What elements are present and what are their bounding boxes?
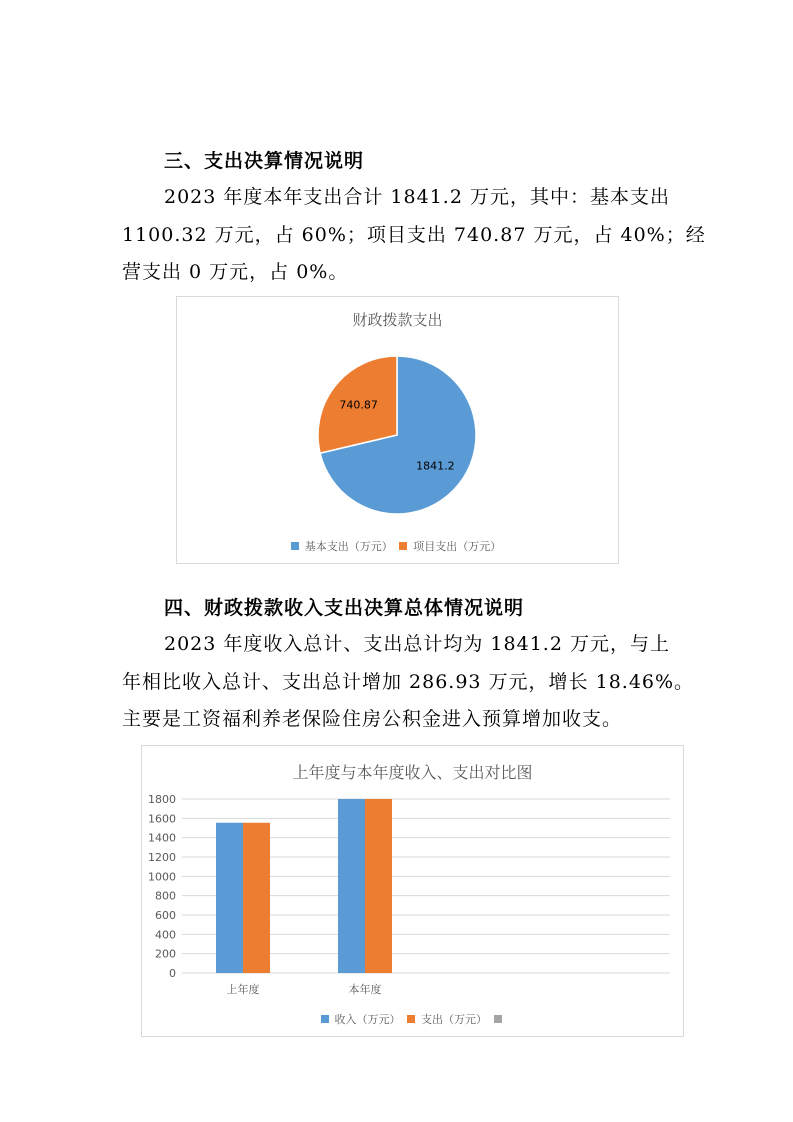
y-tick-label-0: 0 (169, 967, 176, 980)
legend-label-basic: 基本支出（万元） (304, 540, 393, 553)
section3-line-2: 1100.32 万元，占 60%；项目支出 740.87 万元，占 40%；经 (122, 224, 706, 246)
bar-0-0 (216, 823, 243, 973)
pie-data-label-0: 1841.2 (416, 459, 455, 473)
section4-line-2: 年相比收入总计、支出总计增加 286.93 万元，增长 18.46%。 (122, 671, 695, 693)
legend-label-project: 项目支出（万元） (413, 540, 502, 553)
legend-swatch-series3 (494, 1015, 502, 1023)
pie-chart-plot (177, 297, 618, 529)
legend-label-expense: 支出（万元） (421, 1013, 487, 1026)
bar-chart-plot (142, 746, 683, 1001)
bar-1-0 (338, 799, 365, 973)
bar-chart (141, 745, 684, 1037)
pie-chart-legend (177, 538, 618, 554)
y-tick-label-5: 1000 (148, 870, 176, 884)
section3-line-3: 营支出 0 万元，占 0%。 (122, 261, 349, 283)
section3-line-1: 2023 年度本年支出合计 1841.2 万元，其中：基本支出 (164, 186, 670, 208)
y-tick-label-6: 1200 (148, 851, 176, 864)
pie-data-label-1: 740.87 (339, 398, 378, 412)
legend-swatch-income (321, 1015, 329, 1023)
bar-chart-title: 上年度与本年度收入、支出对比图 (292, 763, 533, 782)
legend-label-income: 收入（万元） (334, 1013, 401, 1026)
pie-chart (176, 296, 619, 564)
bar-1-1 (365, 799, 392, 973)
y-tick-label-1: 200 (155, 947, 176, 961)
bar-0-1 (243, 823, 270, 973)
y-tick-label-4: 800 (155, 889, 176, 903)
pie-chart-title: 财政拨款支出 (352, 311, 443, 329)
section3-heading: 三、支出决算情况说明 (164, 150, 365, 172)
x-tick-label-0: 上年度 (226, 983, 260, 996)
y-tick-label-3: 600 (155, 909, 176, 922)
section4-heading: 四、财政拨款收入支出决算总体情况说明 (164, 597, 525, 619)
section4-line-1: 2023 年度收入总计、支出总计均为 1841.2 万元，与上 (164, 633, 670, 655)
legend-swatch-basic (291, 542, 299, 550)
legend-swatch-project (399, 542, 407, 550)
bar-chart-legend (142, 1011, 683, 1027)
section4-line-3: 主要是工资福利养老保险住房公积金进入预算增加收支。 (122, 708, 623, 730)
y-tick-label-7: 1400 (148, 831, 176, 845)
y-tick-label-8: 1600 (148, 812, 176, 826)
y-tick-label-9: 1800 (148, 793, 176, 806)
x-tick-label-1: 本年度 (348, 983, 382, 996)
y-tick-label-2: 400 (155, 928, 176, 942)
legend-swatch-expense (407, 1015, 415, 1023)
